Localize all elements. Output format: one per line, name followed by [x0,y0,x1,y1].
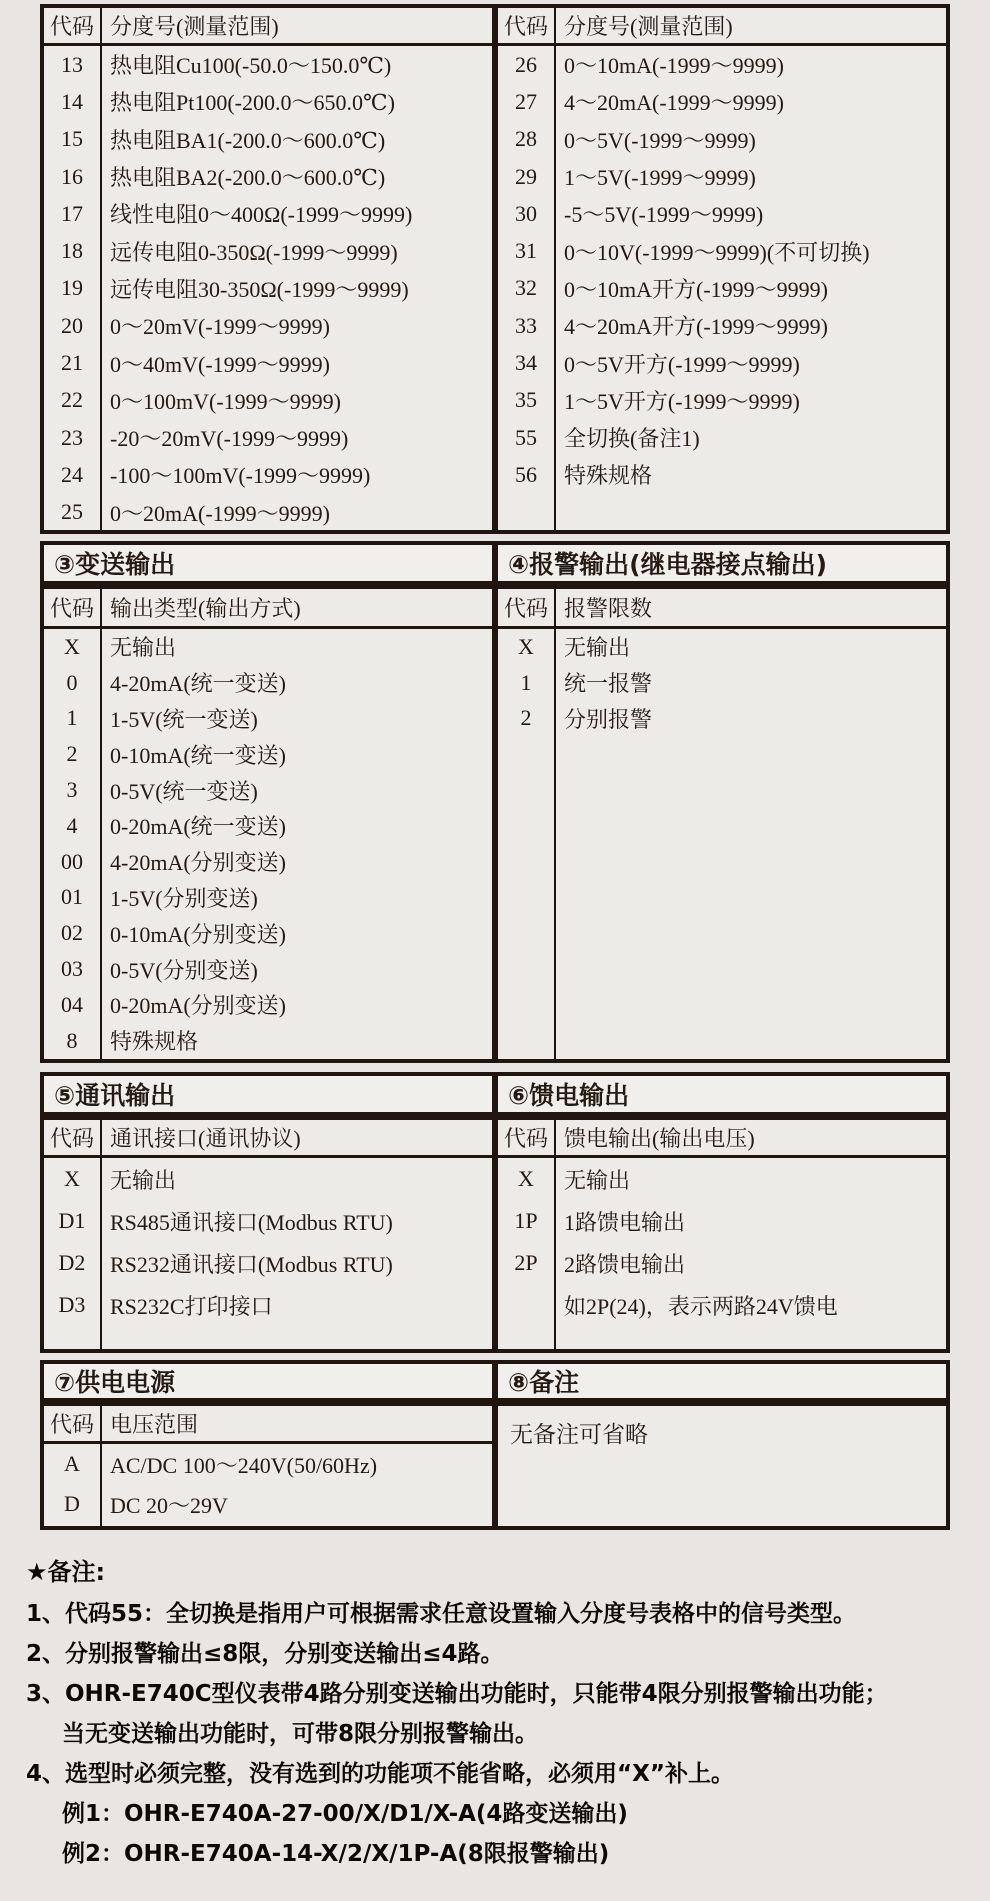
description-cell: 热电阻Pt100(-200.0～650.0℃) [110,90,395,116]
column-header-range: 分度号(测量范围) [564,14,733,39]
code-cell: 02 [61,920,83,946]
code-cell: X [64,633,80,659]
code-cell: 01 [61,884,83,910]
code-cell: 27 [515,88,537,114]
code-cell [498,1284,554,1326]
code-column [44,46,102,530]
description-column [556,629,946,1059]
description-cell: 全切换(备注1) [564,426,700,452]
description-cell: -20～20mV(-1999～9999) [110,426,349,452]
description-cell: 0～10mA(-1999～9999) [564,53,784,79]
table-body [44,1444,492,1526]
section-title-band [40,1072,950,1116]
code-cell: 33 [515,312,537,338]
description-cell: 热电阻Cu100(-50.0～150.0℃) [110,53,392,79]
code-cell: 8 [66,1027,78,1053]
description-cell: RS232C打印接口 [110,1293,273,1319]
code-cell: 4 [66,812,78,838]
description-cell: 2路馈电输出 [564,1251,686,1277]
section4-title: ④报警输出(继电器接点输出) [508,550,828,579]
description-cell: DC 20～29V [110,1492,228,1518]
description-cell: 4～20mA(-1999～9999) [564,90,784,116]
description-cell: 0～20mA(-1999～9999) [110,500,330,526]
code-cell: 1 [66,705,78,731]
remark-cell [498,1406,946,1526]
description-cell: 0～5V(-1999～9999) [564,127,756,153]
table-header-row [44,1120,492,1158]
code-cell: 28 [515,126,537,152]
comm-feed-section [40,1072,950,1353]
description-column [102,46,492,530]
notes-title: ★备注: [26,1558,106,1586]
column-header-code: 代码 [44,1120,102,1155]
code-cell: 32 [515,275,537,301]
description-cell: 无输出 [564,1167,631,1193]
description-cell: 线性电阻0～400Ω(-1999～9999) [110,202,413,228]
transmit-alarm-table [40,585,950,1063]
table-body [44,1158,492,1349]
note-line: 3、OHR-E740C型仪表带4路分别变送输出功能时，只能带4限分别报警输出功能； [26,1681,888,1707]
column-header-code: 代码 [498,8,556,43]
power-remark-section [40,1360,950,1530]
column-header-output-type: 输出类型(输出方式) [110,596,301,621]
description-cell: AC/DC 100～240V(50/60Hz) [110,1452,378,1478]
description-cell: 远传电阻30-350Ω(-1999～9999) [110,276,409,302]
code-column [44,1444,102,1526]
code-cell: 22 [61,387,83,413]
description-cell: 4～20mA开方(-1999～9999) [564,314,828,340]
table-header-row [44,8,492,46]
code-cell: X [64,1166,80,1191]
note-example-line: 例2：OHR-E740A-14-X/2/X/1P-A(8限报警输出) [62,1841,610,1867]
code-cell: 23 [61,424,83,450]
description-cell: 0-5V(分别变送) [110,957,258,983]
note-line: 1、代码55：全切换是指用户可根据需求任意设置输入分度号表格中的信号类型。 [26,1601,857,1627]
input-signal-table-right [498,8,946,530]
column-header-code: 代码 [498,1120,556,1155]
code-cell: 20 [61,312,83,338]
description-cell: 1路馈电输出 [564,1209,686,1235]
column-header-code: 代码 [44,8,102,43]
code-cell: D3 [58,1292,86,1317]
power-supply-table [44,1406,498,1526]
communication-output-table [44,1120,498,1349]
code-cell: 19 [61,275,83,301]
description-cell: 0-10mA(统一变送) [110,742,286,768]
description-column [102,1158,492,1349]
column-header-feed-output: 馈电输出(输出电压) [564,1126,755,1151]
code-cell: 0 [66,669,78,695]
code-cell: X [518,1166,534,1191]
table-header-row [44,589,492,629]
code-cell: A [64,1451,80,1476]
code-cell: 29 [515,163,537,189]
code-cell: 24 [61,461,83,487]
description-cell: 统一报警 [564,671,653,697]
description-column [102,629,492,1059]
footer-notes [26,1552,976,1867]
description-cell: -100～100mV(-1999～9999) [110,463,371,489]
description-cell: 无输出 [564,635,631,661]
table-body [498,1158,946,1349]
description-cell: 0～40mV(-1999～9999) [110,351,330,377]
code-column [498,1158,556,1349]
description-column [556,46,946,530]
code-column [44,1158,102,1349]
table-header-row [498,1120,946,1158]
table-header-row [498,8,946,46]
comm-feed-table [40,1116,950,1353]
code-cell: 25 [61,499,83,525]
code-cell: 26 [515,51,537,77]
column-header-comm-interface: 通讯接口(通讯协议) [110,1126,301,1151]
code-column [44,629,102,1059]
description-cell: 0～10mA开方(-1999～9999) [564,276,828,302]
description-cell: 分别报警 [564,706,653,732]
transmit-alarm-section [40,541,950,1063]
note-example-line: 例1：OHR-E740A-27-00/X/D1/X-A(4路变送输出) [62,1801,628,1827]
code-cell: 3 [66,777,78,803]
description-cell: 热电阻BA1(-200.0～600.0℃) [110,127,386,153]
table-header-row [44,1406,492,1444]
alarm-output-table [498,589,946,1059]
code-cell: 56 [515,461,537,487]
column-header-code: 代码 [44,589,102,626]
description-cell: 如2P(24)，表示两路24V馈电 [564,1293,838,1319]
description-cell: 0-5V(统一变送) [110,778,258,804]
description-cell: RS232通讯接口(Modbus RTU) [110,1251,393,1277]
code-cell: 18 [61,238,83,264]
description-cell: 无输出 [110,635,177,661]
section3-title: ③变送输出 [44,545,498,581]
feed-output-table [498,1120,946,1349]
description-cell: 4-20mA(统一变送) [110,671,286,697]
description-cell: RS485通讯接口(Modbus RTU) [110,1209,393,1235]
description-cell: 远传电阻0-350Ω(-1999～9999) [110,239,398,265]
power-remark-table [40,1402,950,1530]
code-cell: X [518,633,534,659]
code-cell: D2 [58,1250,86,1275]
column-header-alarm-limit: 报警限数 [564,596,653,621]
column-header-voltage-range: 电压范围 [110,1412,199,1437]
input-signal-section [40,4,950,534]
description-cell: 0～10V(-1999～9999)(不可切换) [564,239,870,265]
column-header-code: 代码 [44,1406,102,1441]
code-cell: 2P [514,1250,538,1275]
code-cell: 2 [520,705,532,731]
section7-title: ⑦供电电源 [44,1364,498,1398]
description-cell: 4-20mA(分别变送) [110,850,286,876]
description-cell: 0～5V开方(-1999～9999) [564,351,800,377]
code-cell: 1 [520,669,532,695]
description-cell: 0-10mA(分别变送) [110,921,286,947]
code-cell: 2 [66,741,78,767]
description-cell: 热电阻BA2(-200.0～600.0℃) [110,165,386,191]
code-cell: 21 [61,350,83,376]
section8-title: ⑧备注 [508,1368,580,1397]
input-signal-table-left [44,8,498,530]
table-body [44,629,492,1059]
table-body [44,46,492,530]
code-cell: 14 [61,88,83,114]
section6-title: ⑥馈电输出 [508,1081,630,1110]
description-cell: 特殊规格 [564,463,653,489]
description-cell: -5～5V(-1999～9999) [564,202,764,228]
code-cell: 1P [514,1208,538,1233]
code-cell: D1 [58,1208,86,1233]
code-cell: 16 [61,163,83,189]
note-line: 4、选型时必须完整，没有选到的功能项不能省略，必须用“X”补上。 [26,1761,734,1787]
code-cell: 17 [61,200,83,226]
code-cell: 04 [61,991,83,1017]
description-cell: 1-5V(统一变送) [110,706,258,732]
code-cell: 31 [515,238,537,264]
code-cell: 13 [61,51,83,77]
description-cell: 无输出 [110,1167,177,1193]
code-cell: 35 [515,387,537,413]
code-cell: D [64,1491,80,1516]
description-cell: 0-20mA(统一变送) [110,814,286,840]
code-cell: 03 [61,956,83,982]
note-line: 当无变送输出功能时，可带8限分别报警输出。 [62,1721,539,1747]
code-cell: 55 [515,424,537,450]
code-cell: 00 [61,848,83,874]
table-body [498,629,946,1059]
section-title-band [40,541,950,585]
column-header-code: 代码 [498,589,556,626]
section5-title: ⑤通讯输出 [44,1076,498,1112]
code-cell: 15 [61,126,83,152]
note-line: 2、分别报警输出≤8限，分别变送输出≤4路。 [26,1641,504,1667]
code-cell: 34 [515,350,537,376]
column-header-range: 分度号(测量范围) [110,14,279,39]
code-column [498,629,556,1059]
code-cell: 30 [515,200,537,226]
description-column [556,1158,946,1349]
remark-text: 无备注可省略 [510,1422,648,1447]
description-cell: 1～5V(-1999～9999) [564,165,756,191]
description-cell: 0～100mV(-1999～9999) [110,388,341,414]
description-cell: 1～5V开方(-1999～9999) [564,388,800,414]
description-cell: 特殊规格 [110,1029,199,1055]
section-title-band [40,1360,950,1402]
table-header-row [498,589,946,629]
input-signal-table [40,4,950,534]
transmit-output-table [44,589,498,1059]
description-cell: 1-5V(分别变送) [110,885,258,911]
description-cell: 0-20mA(分别变送) [110,993,286,1019]
description-cell: 0～20mV(-1999～9999) [110,314,330,340]
code-column [498,46,556,530]
description-column [102,1444,492,1526]
table-body [498,46,946,530]
